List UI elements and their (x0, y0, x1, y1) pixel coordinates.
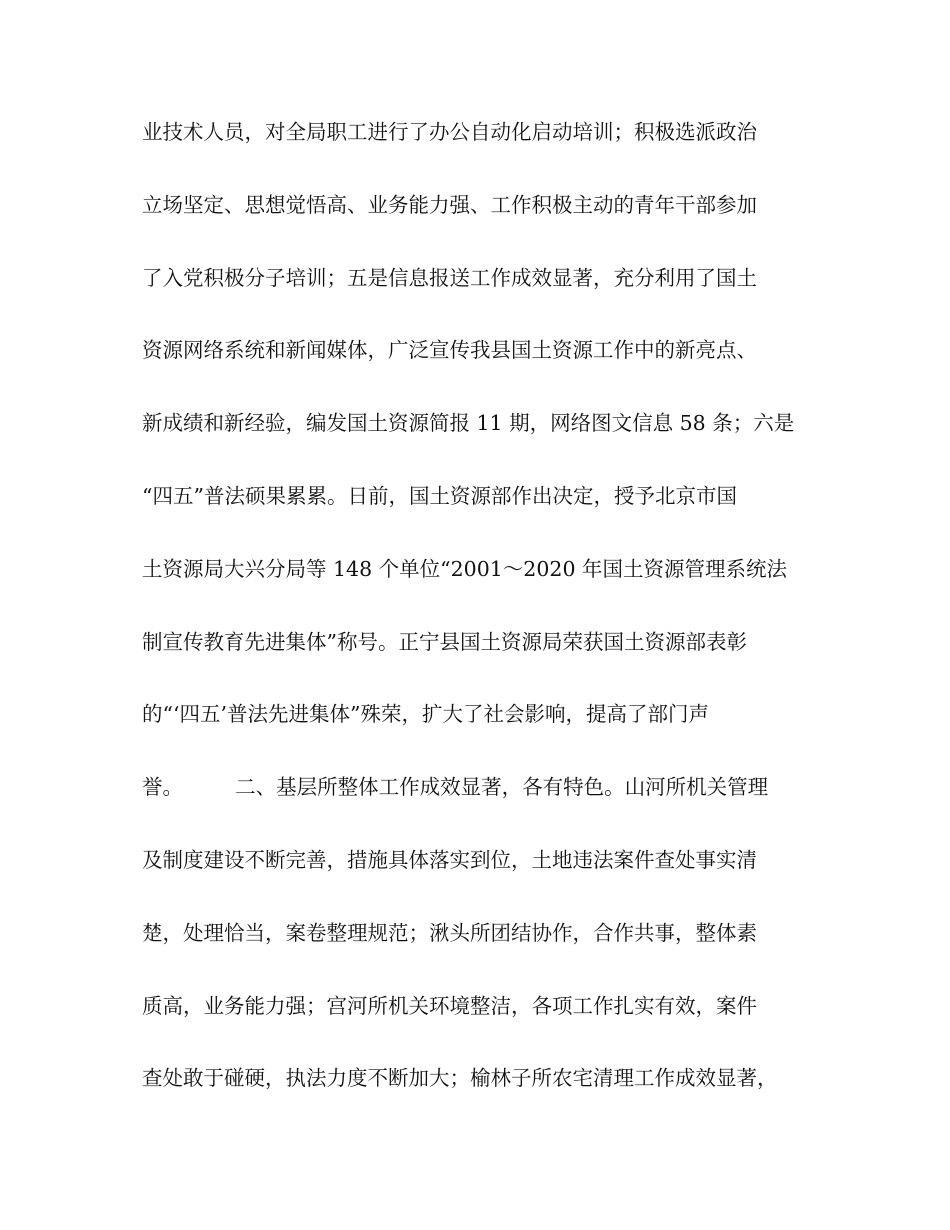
text-line: 质高，业务能力强；宫河所机关环境整洁，各项工作扎实有效，案件 (142, 993, 757, 1018)
text-line: 及制度建设不断完善，措施具体落实到位，土地违法案件查处事实清 (142, 847, 757, 872)
text-line: 制宣传教育先进集体”称号。正宁县国土资源局荣获国土资源部表彰 (142, 629, 747, 654)
text-line: 查处敢于碰硬，执法力度不断加大；榆林子所农宅清理工作成效显著， (142, 1066, 778, 1091)
text-line: 新成绩和新经验，编发国土资源简报 11 期，网络图文信息 58 条；六是 (142, 411, 795, 436)
text-line: 资源网络系统和新闻媒体，广泛宣传我县国土资源工作中的新亮点、 (142, 338, 757, 363)
text-line: 了入党积极分子培训；五是信息报送工作成效显著，充分利用了国土 (142, 265, 757, 290)
text-line: 立场坚定、思想觉悟高、业务能力强、工作积极主动的青年干部参加 (142, 192, 757, 217)
text-line: 楚，处理恰当，案卷整理规范；湫头所团结协作，合作共事，整体素 (142, 920, 757, 945)
text-line: 业技术人员，对全局职工进行了办公自动化启动培训；积极选派政治 (142, 120, 757, 144)
text-line: 的“‘四五’普法先进集体”殊荣，扩大了社会影响，提高了部门声 (142, 702, 709, 727)
body-text (142, 112, 822, 1131)
text-line: “四五”普法硕果累累。日前，国土资源部作出决定，授予北京市国 (142, 483, 737, 508)
text-line: 誉。 二、基层所整体工作成效显著，各有特色。山河所机关管理 (142, 775, 769, 800)
text-line: 土资源局大兴分局等 148 个单位“2001～2020 年国土资源管理系统法 (142, 556, 787, 581)
